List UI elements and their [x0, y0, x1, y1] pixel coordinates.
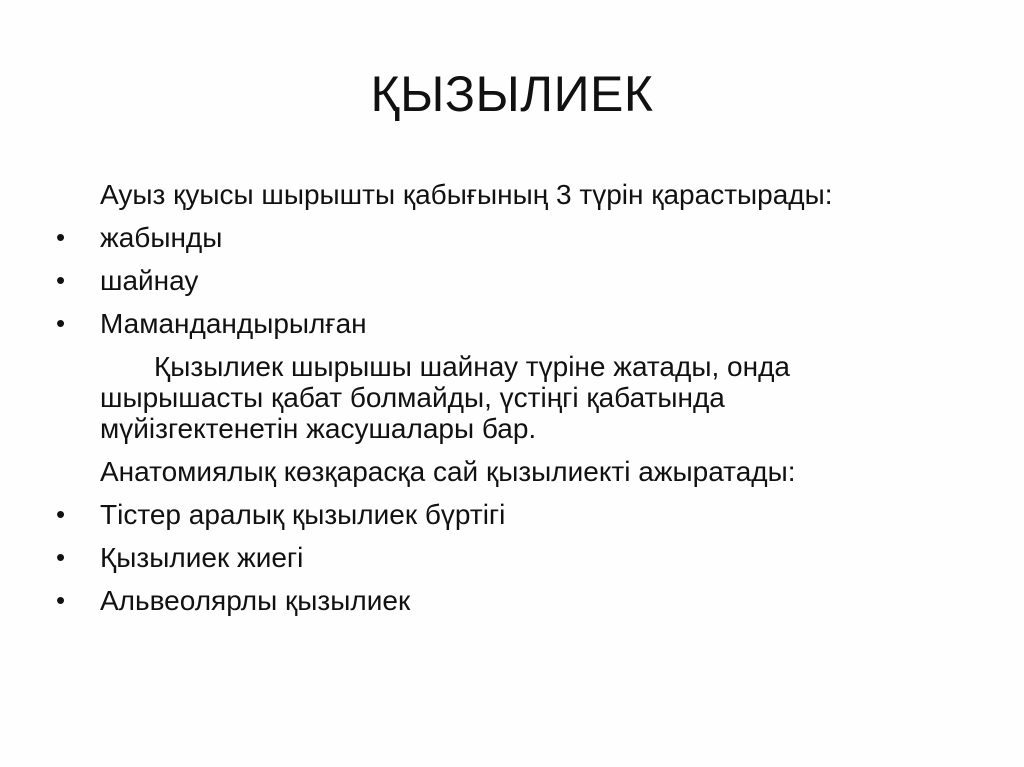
bullet-icon: • [56, 222, 66, 252]
bullet-icon: • [56, 499, 66, 529]
bullet-icon: • [56, 542, 66, 572]
bullet-icon: • [56, 585, 66, 615]
list-item-label: Мамандандырылған [100, 308, 367, 339]
paragraph-line-text: Қызылиек шырышы шайнау түріне жатады, онда [154, 351, 790, 382]
list-item [56, 584, 956, 617]
intro-label: Ауыз қуысы шырышты қабығының 3 түрін қарастырады: [100, 179, 833, 210]
paragraph-line: шырышасты қабат болмайды, үстіңгі қабатында [100, 382, 725, 413]
list-item [56, 307, 956, 340]
slide-title: ҚЫЗЫЛИЕК [370, 66, 654, 122]
list-item-label: Қызылиек жиегі [100, 542, 304, 573]
bullet-icon: • [56, 265, 66, 295]
intro-text [56, 178, 956, 211]
anatomy-intro-text [56, 455, 956, 488]
bullet-icon: • [56, 308, 66, 338]
description-paragraph [56, 350, 956, 445]
list-item [56, 541, 956, 574]
list-item-label: жабынды [100, 222, 223, 253]
list-item-label: Тістер аралық қызылиек бүртігі [100, 499, 506, 530]
list-item-label: Альвеолярлы қызылиек [100, 585, 411, 616]
list-item [56, 221, 956, 254]
list-item [56, 264, 956, 297]
list-item [56, 498, 956, 531]
slide-body [56, 178, 956, 627]
list-item-label: шайнау [100, 265, 199, 296]
paragraph-line [100, 350, 956, 383]
anatomy-intro-label: Анатомиялық көзқарасқа сай қызылиекті ажыратады: [100, 456, 796, 487]
paragraph-line: мүйізгектенетін жасушалары бар. [100, 413, 537, 444]
